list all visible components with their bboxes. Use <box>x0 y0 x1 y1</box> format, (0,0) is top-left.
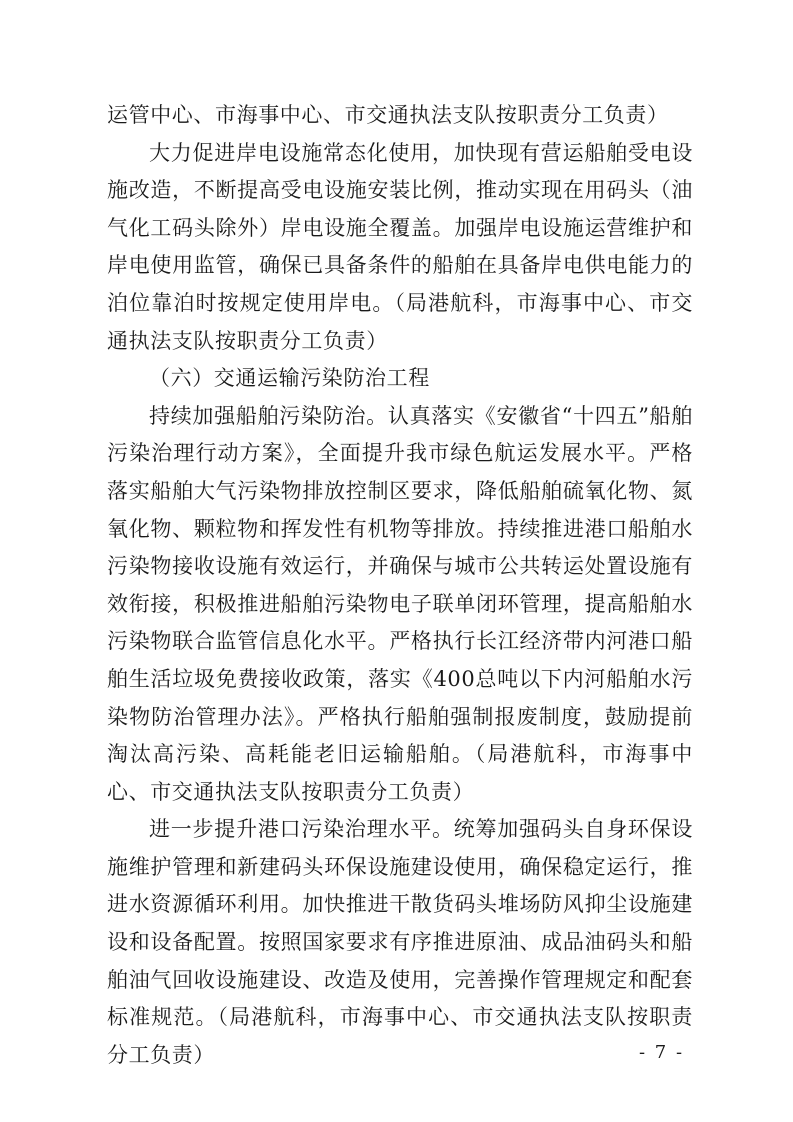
paragraph-shore-power: 大力促进岸电设施常态化使用，加快现有营运船舶受电设施改造，不断提高受电设施安装比例，推动实现在用码头（油气化工码头除外）岸电设施全覆盖。加强岸电设施运营维护和岸电使用监管，确保已具备条件的船舶在具备岸电供电能力的泊位靠泊时按规定使用岸电。（局港航科，市海事中心、市交通执法支队按职责分工负责） <box>107 140 693 353</box>
document-body <box>107 97 693 1074</box>
paragraph-continuation: 运管中心、市海事中心、市交通执法支队按职责分工负责） <box>107 103 669 127</box>
paragraph-ship-pollution: 持续加强船舶污染防治。认真落实《安徽省“十四五”船舶污染治理行动方案》，全面提升我市绿色航运发展水平。严格落实船舶大气污染物排放控制区要求，降低船舶硫氧化物、氮氧化物、颗粒物和挥发性有机物等排放。持续推进港口船舶水污染物接收设施有效运行，并确保与城市公共转运处置设施有效衔接，积极推进船舶污染物电子联单闭环管理，提高船舶水污染物联合监管信息化水平。严格执行长江经济带内河港口船舶生活垃圾免费接收政策，落实《400总吨以下内河船舶水污染物防治管理办法》。严格执行船舶强制报废制度，鼓励提前淘汰高污染、高耗能老旧运输船舶。（局港航科，市海事中心、市交通执法支队按职责分工负责） <box>107 403 693 804</box>
section-heading-pollution-control: （六）交通运输污染防治工程 <box>149 366 430 391</box>
paragraph-port-pollution: 进一步提升港口污染治理水平。统筹加强码头自身环保设施维护管理和新建码头环保设施建设使用，确保稳定运行，推进水资源循环利用。加快推进干散货码头堆场防风抑尘设施建设和设备配置。按照国家要求有序推进原油、成品油码头和船舶油气回收设施建设、改造及使用，完善操作管理规定和配套标准规范。（局港航科，市海事中心、市交通执法支队按职责分工负责） <box>107 817 693 1067</box>
page-number: - 7 - <box>639 1042 685 1063</box>
